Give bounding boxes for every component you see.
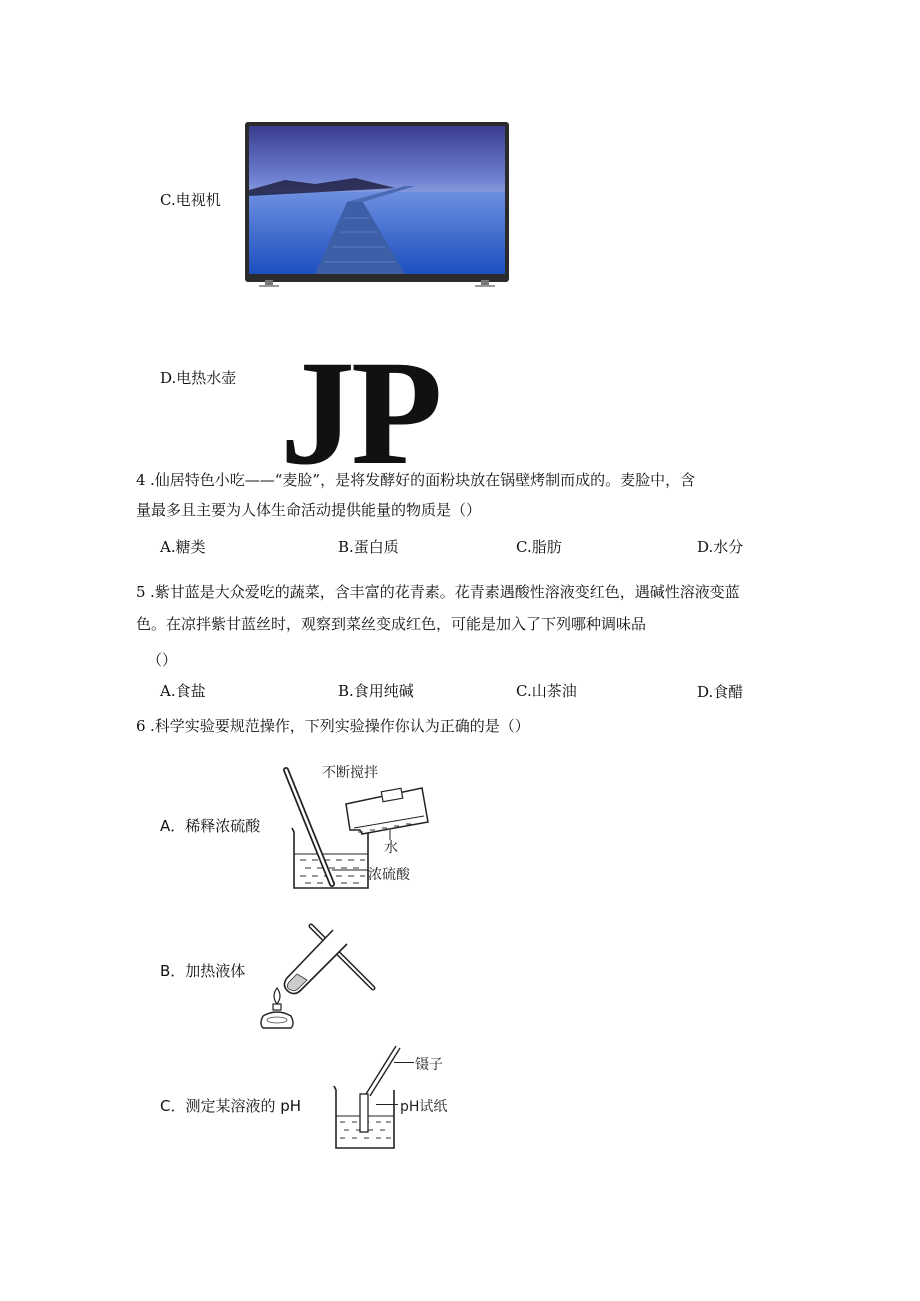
label-water: 水 bbox=[384, 840, 398, 856]
q4-option-a: A.糖类 bbox=[160, 538, 206, 556]
q5-text-line3: （） bbox=[147, 651, 178, 669]
q5-number: 5 bbox=[136, 583, 146, 601]
label-tweezers: 镊子 bbox=[415, 1057, 443, 1073]
heating-figure bbox=[255, 916, 385, 1038]
option-c-label: C.电视机 bbox=[160, 191, 221, 209]
q4-number: 4 bbox=[136, 471, 146, 489]
q6-option-a-label: A．稀释浓硫酸 bbox=[160, 817, 261, 835]
label-ph-paper: pH试纸 bbox=[400, 1099, 448, 1115]
tv-image bbox=[245, 122, 511, 294]
q6-text-line1: .科学实验要规范操作，下列实验操作你认为正确的是（） bbox=[150, 717, 530, 735]
tweezers-leader-line bbox=[394, 1062, 414, 1063]
q4-option-b: B.蛋白质 bbox=[338, 538, 399, 556]
q4-text-line2: 量最多且主要为人体生命活动提供能量的物质是（） bbox=[136, 501, 482, 519]
q6-number: 6 bbox=[136, 717, 146, 735]
q6-option-c-label: C．测定某溶液的 pH bbox=[160, 1097, 302, 1115]
q4-option-c: C.脂肪 bbox=[516, 538, 562, 556]
q5-text-line2: 色。在凉拌紫甘蓝丝时，观察到菜丝变成红色，可能是加入了下列哪种调味品 bbox=[136, 615, 647, 633]
ph-figure bbox=[330, 1040, 410, 1156]
option-d-label: D.电热水壶 bbox=[160, 369, 237, 387]
tv-illustration bbox=[245, 122, 511, 290]
label-stirring: 不断搅拌 bbox=[322, 765, 378, 781]
q5-text-line1: .紫甘蓝是大众爱吃的蔬菜，含丰富的花青素。花青素遇酸性溶液变红色，遇碱性溶液变蓝 bbox=[150, 583, 740, 601]
kettle-image-placeholder: JP bbox=[280, 330, 439, 496]
q6-option-b-label: B．加热液体 bbox=[160, 962, 246, 980]
q4-text-line1: .仙居特色小吃——“麦脸”，是将发酵好的面粉块放在锅壁烤制而成的。麦脸中，含 bbox=[150, 471, 696, 489]
q4-option-d: D.水分 bbox=[697, 538, 744, 556]
q5-option-d: D.食醋 bbox=[697, 683, 744, 701]
q5-option-a: A.食盐 bbox=[160, 682, 206, 700]
heating-diagram bbox=[255, 916, 385, 1034]
q5-option-c: C.山茶油 bbox=[516, 682, 577, 700]
ph-diagram bbox=[330, 1040, 410, 1152]
label-concentrated-acid: 浓硫酸 bbox=[368, 867, 410, 883]
q5-option-b: B.食用纯碱 bbox=[338, 682, 414, 700]
paper-leader-line bbox=[376, 1104, 398, 1105]
